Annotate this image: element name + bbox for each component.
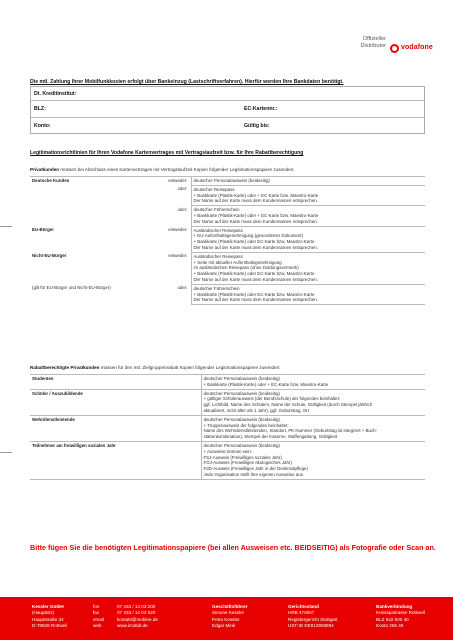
document-line: deutscher Personalausweis (beidseitig) bbox=[203, 416, 280, 422]
card-number-label: EC-Kartennr.: bbox=[244, 106, 278, 112]
fon-label: fon bbox=[93, 604, 100, 609]
legitimation-row bbox=[30, 185, 425, 205]
required-documents bbox=[191, 252, 425, 284]
fon-value: 07 433 / 14 03 200 bbox=[117, 604, 156, 609]
document-line: Ausländischer Reisepass bbox=[193, 227, 243, 233]
document-line: Der Name auf der Karte muss dem Kundennamen entsprechen. bbox=[193, 218, 318, 224]
legitimation-row bbox=[30, 177, 425, 186]
required-documents bbox=[201, 389, 425, 415]
document-line: FdD-Ausweis (Freiwilliges Jahr in der Denkmalpflege) bbox=[203, 466, 308, 472]
side-mark-bottom bbox=[0, 452, 12, 453]
customer-category bbox=[30, 185, 120, 205]
document-line: + gültiger Schülerausweis (der Berufsschule) der folgendes beinhaltet: bbox=[203, 396, 341, 402]
document-line: im ausländischen Reisepass (ohne Duldungsvermerk) bbox=[193, 265, 299, 271]
document-line: deutscher Personalausweis (beidseitig) bbox=[203, 442, 280, 448]
required-documents bbox=[201, 441, 425, 479]
legitimation-row bbox=[30, 226, 425, 252]
document-line: Der Name auf der Karte muss dem Kundennamen entsprechen. bbox=[193, 297, 318, 303]
document-line: Jede Organisation stellt ihre eigenen Ausweise aus. bbox=[203, 471, 305, 477]
condition-label: entweder: bbox=[168, 253, 188, 259]
document-line: + Truppenausweis der folgendes beinhaltet: bbox=[203, 422, 289, 428]
discount-row bbox=[30, 415, 425, 441]
document-line: Der Name auf der Karte muss dem Kundennamen entsprechen. bbox=[193, 198, 318, 204]
attach-documents-note: Bitte fügen Sie die benötigten Legitimationspapiere (bei allen Ausweisen etc. BEIDSEITIG) als Fotografie oder Scan an. bbox=[30, 543, 436, 552]
footer-bank-line: BLZ 642 500 40 bbox=[376, 616, 409, 622]
document-line: + Bankkarte (Plastik-Karte) oder + EC-Karte bzw. Maestro-Karte bbox=[193, 192, 319, 198]
document-line: deutscher Führerschein bbox=[193, 207, 240, 213]
footer bbox=[0, 597, 453, 640]
discount-table bbox=[30, 374, 425, 480]
discount-intro bbox=[30, 365, 281, 370]
private-customers-intro bbox=[30, 167, 295, 172]
tag-line-2: Distributor bbox=[360, 43, 386, 49]
required-documents bbox=[201, 375, 425, 390]
condition-label: oder: bbox=[177, 285, 188, 291]
document-line: Name des Wehrdienstleistenden, Standort, PK Nummer (Geburtstag ist integriert + Buch- bbox=[203, 428, 378, 434]
tag-line-1: Offizieller bbox=[362, 36, 386, 42]
email-label: email bbox=[93, 616, 104, 622]
footer-bank-line: Konto 266 49 bbox=[376, 623, 404, 629]
legitimation-row bbox=[30, 206, 425, 226]
footer-contact-labels bbox=[93, 604, 104, 630]
institute-label: Dt. Kreditinstitut: bbox=[34, 91, 77, 97]
customer-category: Deutsche Kunden bbox=[30, 177, 120, 186]
fax-value: 07 433 / 14 03 920 bbox=[117, 610, 156, 616]
document-line: + Bankkarte (Plastik-Karte) oder EC-Karte bzw. Maestro-Karte bbox=[193, 239, 315, 245]
document-line: FÖJ-Ausweis (Freiwilliges ökologisches Jahr) bbox=[203, 460, 292, 466]
footer-bank-heading: Bankverbindung bbox=[376, 604, 413, 609]
footer-company-name: Kessler GmbH bbox=[32, 604, 64, 609]
document-line: + Seite mit aktueller Aufenthaltsgenehmigung bbox=[193, 259, 282, 265]
discount-row bbox=[30, 375, 425, 390]
footer-manager: Petra Kessler bbox=[212, 616, 240, 622]
legitimation-row bbox=[30, 252, 425, 284]
footer-company-line: D-78628 Rottweil bbox=[32, 623, 68, 629]
footer-court-line: UST-ID DE812906894 bbox=[288, 623, 334, 629]
discount-group: Studenten bbox=[30, 375, 201, 390]
footer-manager: Simone Kessler bbox=[212, 610, 245, 616]
discount-row bbox=[30, 389, 425, 415]
footer-company-line: Hauptstraße 34 bbox=[32, 616, 64, 622]
footer-court-line: HRB 470657 bbox=[288, 610, 315, 616]
document-line: stabenkombination), Stempel der Kaserne, Waffengattung, Gültigkeit bbox=[203, 434, 338, 440]
footer-court bbox=[288, 604, 338, 630]
footer-company-line: (Hauptsitz) bbox=[32, 610, 55, 616]
condition-label: entweder: bbox=[120, 177, 191, 186]
document-line: deutscher Personalausweis (beidseitig) bbox=[193, 178, 270, 183]
customer-category: EU-Bürger bbox=[32, 227, 54, 233]
footer-managers-heading: Geschäftsführer bbox=[212, 604, 248, 609]
legitimation-title: Legitimationsrichtlinien für Ihren Vodafone Kartenvertrages mit Vertragslaufzeit bzw. für Ihre Rabattberechtigung bbox=[30, 150, 304, 156]
bank-debit-notice: Die mtl. Zahlung Ihrer Mobilfunkkosten erfolgt über Bankeinzug (Lastschriftverfahren). Hierfür werden Ihre Bankdaten benötigt. bbox=[30, 79, 344, 85]
customer-category: Nicht-EU-Bürger bbox=[32, 253, 67, 259]
footer-company bbox=[32, 604, 67, 630]
valid-until-label: Gültig bis: bbox=[244, 123, 270, 129]
legitimation-row bbox=[30, 284, 425, 304]
footer-manager: Edgar Mink bbox=[212, 623, 236, 629]
web-link[interactable]: www.imobiit.de bbox=[117, 623, 148, 629]
legitimation-table bbox=[30, 176, 425, 305]
condition-label: oder: bbox=[177, 186, 188, 192]
document-line: + Bankkarte (Plastik-Karte) oder EC-Karte bzw. Maestro-Karte bbox=[193, 291, 315, 297]
document-line: deutscher Reisepass bbox=[193, 186, 235, 192]
footer-bank-line: Kreissparkasse Rottweil bbox=[376, 610, 426, 616]
vodafone-logo-icon bbox=[390, 44, 399, 53]
footer-bank bbox=[376, 604, 425, 630]
document-line: Der Name auf der Karte muss dem Kundennamen entsprechen. bbox=[193, 276, 318, 282]
required-documents bbox=[191, 206, 425, 226]
vodafone-logo-text: vodafone bbox=[401, 44, 433, 51]
discount-group: Wehrdienstleistende bbox=[30, 415, 201, 441]
document-line: + Bankkarte (Plastik-Karte) oder + EC-Karte bzw. Maestro-Karte bbox=[193, 212, 319, 218]
document-line: FSJ-Ausweis (Freiwilliges soziales Jahr) bbox=[203, 454, 282, 460]
document-line: + Bankkarte (Plastik-Karte) oder + EC-Karte bzw. Maestro-Karte bbox=[203, 381, 329, 387]
discount-row bbox=[30, 441, 425, 479]
required-documents bbox=[191, 226, 425, 252]
customer-category bbox=[30, 206, 120, 226]
discount-group: Teilnehmer am freiwilligen sozialen Jahr bbox=[30, 441, 201, 479]
condition-label: entweder: bbox=[168, 227, 188, 233]
required-documents bbox=[191, 185, 425, 205]
required-documents bbox=[201, 415, 425, 441]
web-label: web bbox=[93, 623, 102, 629]
required-documents bbox=[191, 284, 425, 304]
document-line: deutscher Personalausweis (beidseitig) bbox=[203, 390, 280, 396]
document-line: + Ausweise können sein: bbox=[203, 448, 252, 454]
document-line: aktualisiert, nicht älter als 1 Jahr), ggf. Geburtstag, Ort bbox=[203, 407, 309, 413]
footer-contact-values bbox=[117, 604, 158, 630]
document-line: Der Name auf der Karte muss dem Kundennamen entsprechen. bbox=[193, 244, 318, 250]
document-line: + Bankkarte (Plastik-Karte) oder EC-Karte bzw. Maestro-Karte bbox=[193, 271, 315, 277]
side-mark-top bbox=[0, 226, 12, 227]
required-documents bbox=[191, 177, 425, 186]
discount-intro-bold: Rabattberechtigte Privatkunden bbox=[30, 365, 100, 370]
footer-managers bbox=[212, 604, 248, 630]
intro-rest: müssen bei Abschluss eines Kartenvertrages mit Vertragslaufzeit Kopien folgender Legitimationspapiere zusenden: bbox=[59, 167, 295, 172]
bank-row-institute[interactable] bbox=[31, 87, 424, 101]
document-line: Ausländischer Reisepass bbox=[193, 253, 243, 259]
intro-bold: Privatkunden bbox=[30, 167, 60, 172]
fax-label: fax bbox=[93, 610, 100, 616]
blz-label: BLZ: bbox=[34, 106, 46, 112]
discount-intro-rest: müssen für den mtl. Zielgruppenrabatt Kopien folgender Legitimationspapiere zusenden: bbox=[99, 365, 281, 370]
discount-group: Schüler / Auszubildende bbox=[30, 389, 201, 415]
footer-court-line: Registergericht Stuttgart bbox=[288, 616, 338, 622]
condition-label: oder: bbox=[177, 206, 188, 212]
document-line: ggf. Lichtbild, Name des Schülers, Name der Schule, Gültigkeit (durch Stempel jährlich bbox=[203, 402, 373, 408]
customer-category: (gilt für EU-Bürger und Nicht-EU-Bürger) bbox=[32, 285, 111, 291]
bank-row-blz[interactable] bbox=[31, 101, 424, 118]
bank-row-account[interactable] bbox=[31, 118, 424, 134]
distributor-tag bbox=[361, 36, 387, 50]
footer-court-heading: Gerichtsstand bbox=[288, 604, 319, 609]
document-line: deutscher Personalausweis (beidseitig) bbox=[203, 376, 280, 381]
document-line: deutscher Führerschein bbox=[193, 285, 240, 291]
email-link[interactable]: kontakt@mobine.de bbox=[117, 616, 158, 622]
bank-details-box bbox=[30, 86, 425, 134]
account-label: Konto: bbox=[34, 123, 51, 129]
document-line: + EU-Aufenthaltsgenehmigung (gesondertes Dokument) bbox=[193, 233, 303, 239]
